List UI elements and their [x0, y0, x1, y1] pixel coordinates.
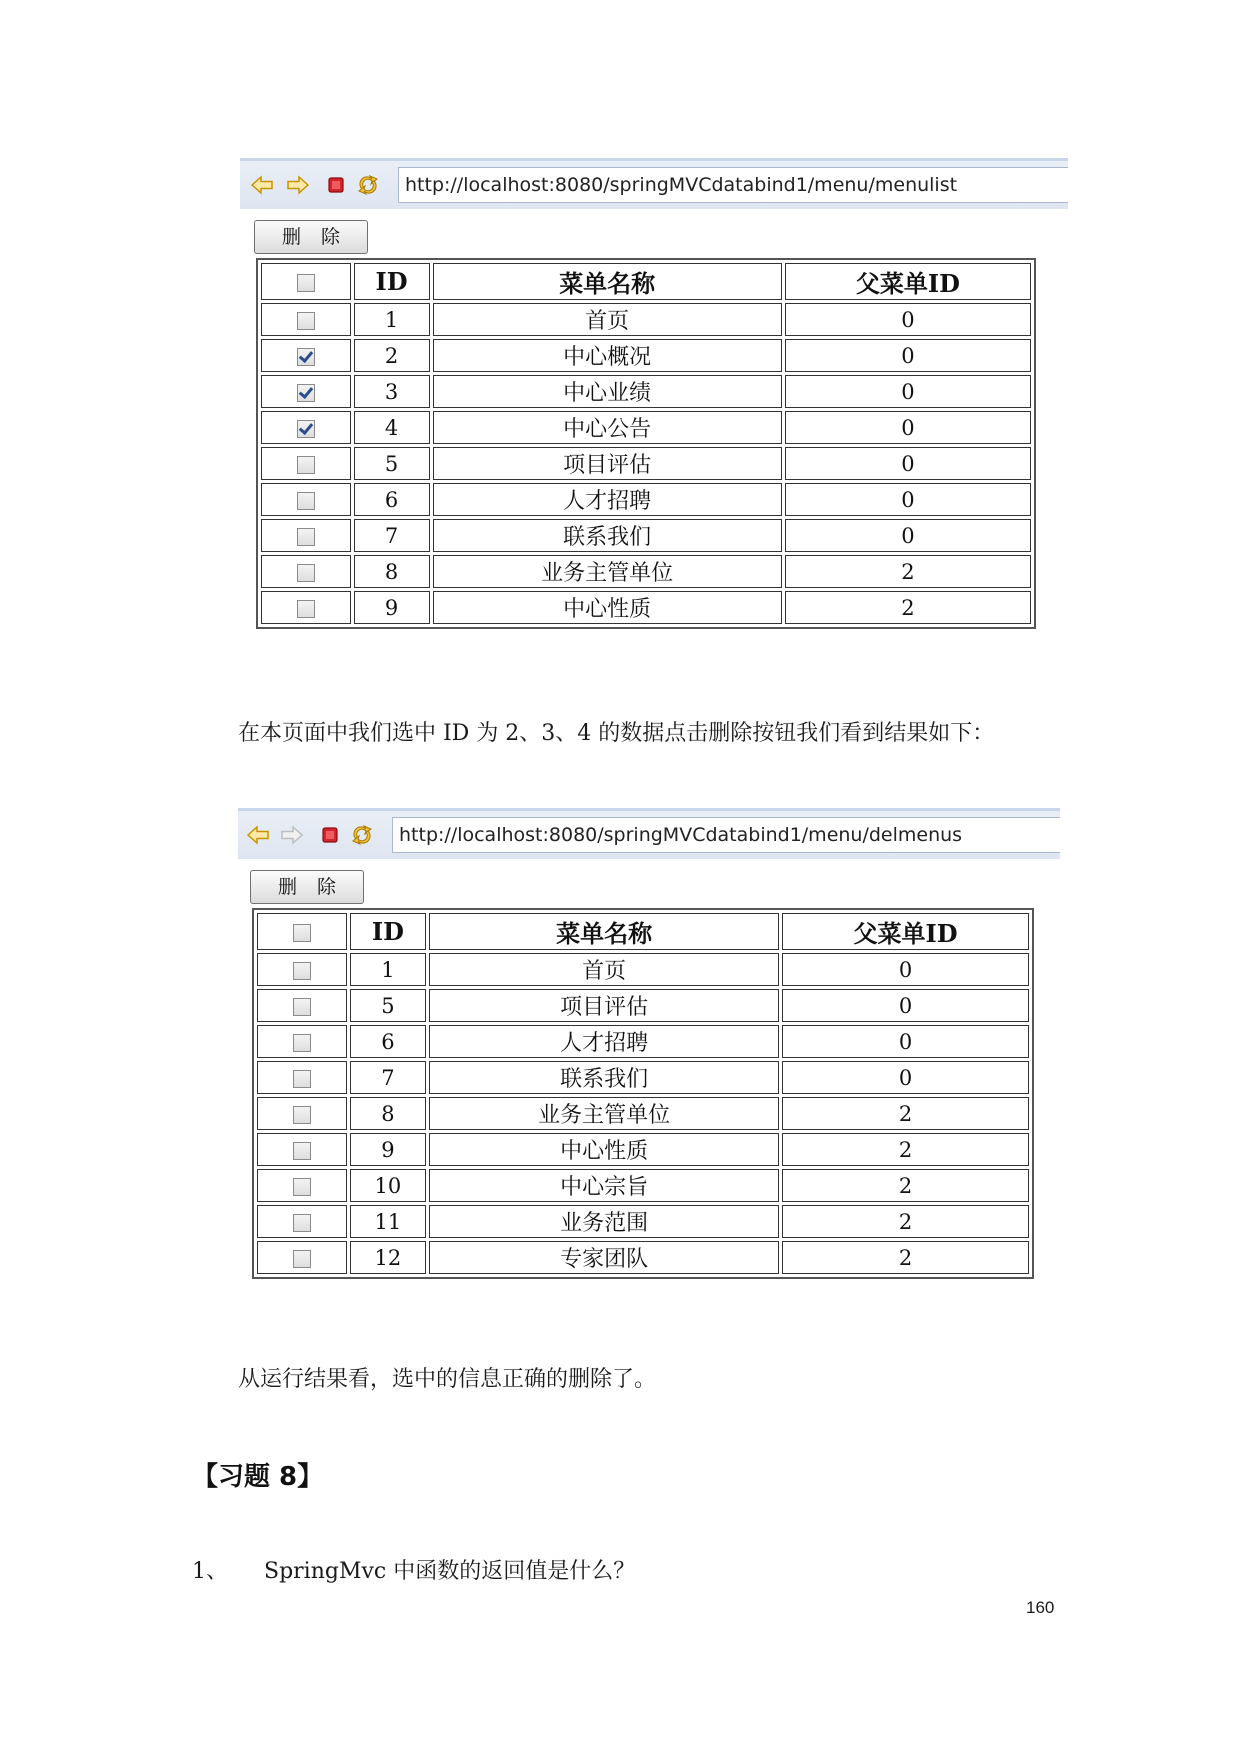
cell-id: 10	[350, 1169, 426, 1202]
table-row	[261, 303, 1031, 336]
browser-toolbar	[240, 158, 1068, 209]
select-all-cell	[257, 913, 347, 950]
cell-id: 11	[350, 1205, 426, 1238]
row-checkbox[interactable]	[293, 1250, 311, 1268]
row-select-cell	[257, 1133, 347, 1166]
cell-parent-id: 0	[785, 375, 1031, 408]
table-row	[261, 483, 1031, 516]
cell-id: 7	[350, 1061, 426, 1094]
screenshot-delmenus	[238, 808, 1060, 1303]
stop-icon[interactable]	[318, 825, 342, 845]
row-checkbox[interactable]	[293, 1214, 311, 1232]
row-select-cell	[261, 555, 351, 588]
row-select-cell	[257, 1097, 347, 1130]
cell-parent-id: 0	[785, 339, 1031, 372]
cell-menu-name: 首页	[433, 303, 782, 336]
delete-button[interactable]: 删除	[254, 220, 368, 254]
header-menu-name: 菜单名称	[429, 913, 779, 950]
menu-table	[256, 258, 1036, 629]
table-row	[257, 1097, 1029, 1130]
cell-id: 2	[354, 339, 430, 372]
row-checkbox[interactable]	[297, 528, 315, 546]
row-checkbox[interactable]	[297, 348, 315, 366]
cell-parent-id: 0	[785, 411, 1031, 444]
cell-menu-name: 中心宗旨	[429, 1169, 779, 1202]
table-row	[261, 411, 1031, 444]
select-all-checkbox[interactable]	[293, 924, 311, 942]
table-row	[257, 1025, 1029, 1058]
cell-menu-name: 项目评估	[433, 447, 782, 480]
cell-menu-name: 联系我们	[433, 519, 782, 552]
forward-arrow-icon[interactable]	[286, 175, 310, 195]
cell-parent-id: 0	[782, 1061, 1029, 1094]
cell-menu-name: 项目评估	[429, 989, 779, 1022]
table-row	[261, 555, 1031, 588]
table-row	[257, 989, 1029, 1022]
cell-parent-id: 2	[785, 591, 1031, 624]
row-checkbox[interactable]	[297, 420, 315, 438]
cell-id: 6	[350, 1025, 426, 1058]
cell-parent-id: 0	[782, 1025, 1029, 1058]
row-select-cell	[261, 483, 351, 516]
question-number: 1、	[192, 1559, 228, 1584]
table-row	[257, 953, 1029, 986]
forward-arrow-icon[interactable]	[280, 825, 304, 845]
cell-parent-id: 0	[785, 447, 1031, 480]
cell-id: 5	[354, 447, 430, 480]
row-checkbox[interactable]	[293, 962, 311, 980]
question-text: SpringMvc 中函数的返回值是什么？	[264, 1559, 636, 1584]
table-row	[261, 375, 1031, 408]
browser-toolbar	[238, 808, 1060, 859]
cell-menu-name: 首页	[429, 953, 779, 986]
row-checkbox[interactable]	[293, 1106, 311, 1124]
cell-menu-name: 人才招聘	[429, 1025, 779, 1058]
paragraph-selection-note: 在本页面中我们选中 ID 为 2、3、4 的数据点击删除按钮我们看到结果如下：	[238, 721, 995, 746]
cell-parent-id: 2	[782, 1133, 1029, 1166]
cell-parent-id: 2	[782, 1169, 1029, 1202]
table-row	[261, 519, 1031, 552]
cell-id: 5	[350, 989, 426, 1022]
table-row	[257, 1061, 1029, 1094]
row-checkbox[interactable]	[297, 492, 315, 510]
cell-id: 8	[350, 1097, 426, 1130]
cell-menu-name: 中心概况	[433, 339, 782, 372]
table-header-row	[261, 263, 1031, 300]
refresh-icon[interactable]	[350, 825, 374, 845]
row-select-cell	[257, 1169, 347, 1202]
cell-parent-id: 0	[782, 953, 1029, 986]
row-select-cell	[261, 519, 351, 552]
delete-button[interactable]: 删除	[250, 870, 364, 904]
header-parent-id: 父菜单ID	[782, 913, 1029, 950]
cell-id: 9	[354, 591, 430, 624]
cell-id: 9	[350, 1133, 426, 1166]
cell-parent-id: 0	[785, 483, 1031, 516]
row-checkbox[interactable]	[293, 1142, 311, 1160]
table-row	[257, 1133, 1029, 1166]
header-id: ID	[350, 913, 426, 950]
row-select-cell	[257, 1061, 347, 1094]
cell-menu-name: 中心公告	[433, 411, 782, 444]
row-checkbox[interactable]	[293, 1178, 311, 1196]
select-all-checkbox[interactable]	[297, 274, 315, 292]
row-checkbox[interactable]	[293, 998, 311, 1016]
row-checkbox[interactable]	[293, 1034, 311, 1052]
paragraph-result-note: 从运行结果看，选中的信息正确的删除了。	[238, 1367, 657, 1392]
row-select-cell	[261, 303, 351, 336]
cell-parent-id: 2	[785, 555, 1031, 588]
row-select-cell	[257, 1025, 347, 1058]
cell-parent-id: 0	[782, 989, 1029, 1022]
cell-id: 1	[354, 303, 430, 336]
table-header-row	[257, 913, 1029, 950]
back-arrow-icon[interactable]	[250, 175, 274, 195]
cell-parent-id: 2	[782, 1241, 1029, 1274]
address-bar[interactable]: http://localhost:8080/springMVCdatabind1/menu/menulist	[398, 167, 1068, 203]
cell-menu-name: 中心性质	[429, 1133, 779, 1166]
cell-parent-id: 0	[785, 303, 1031, 336]
cell-menu-name: 联系我们	[429, 1061, 779, 1094]
row-select-cell	[257, 953, 347, 986]
row-select-cell	[257, 989, 347, 1022]
cell-parent-id: 0	[785, 519, 1031, 552]
row-checkbox[interactable]	[297, 312, 315, 330]
address-bar[interactable]: http://localhost:8080/springMVCdatabind1/menu/delmenus	[392, 817, 1060, 853]
cell-menu-name: 业务主管单位	[433, 555, 782, 588]
exercise-heading: 【习题 8】	[192, 1462, 324, 1492]
table-row	[257, 1169, 1029, 1202]
row-checkbox[interactable]	[297, 456, 315, 474]
cell-menu-name: 业务主管单位	[429, 1097, 779, 1130]
row-select-cell	[261, 411, 351, 444]
row-select-cell	[257, 1241, 347, 1274]
menu-table	[252, 908, 1034, 1279]
cell-id: 4	[354, 411, 430, 444]
row-checkbox[interactable]	[297, 600, 315, 618]
cell-id: 3	[354, 375, 430, 408]
stop-icon[interactable]	[324, 175, 348, 195]
row-select-cell	[261, 591, 351, 624]
cell-parent-id: 2	[782, 1205, 1029, 1238]
table-row	[261, 339, 1031, 372]
row-select-cell	[257, 1205, 347, 1238]
row-select-cell	[261, 447, 351, 480]
screenshot-menulist	[240, 158, 1068, 663]
header-id: ID	[354, 263, 430, 300]
table-row	[257, 1205, 1029, 1238]
row-select-cell	[261, 375, 351, 408]
header-parent-id: 父菜单ID	[785, 263, 1031, 300]
table-row	[261, 447, 1031, 480]
select-all-cell	[261, 263, 351, 300]
cell-id: 1	[350, 953, 426, 986]
table-row	[257, 1241, 1029, 1274]
refresh-icon[interactable]	[356, 175, 380, 195]
cell-menu-name: 业务范围	[429, 1205, 779, 1238]
cell-menu-name: 人才招聘	[433, 483, 782, 516]
row-checkbox[interactable]	[297, 384, 315, 402]
cell-menu-name: 专家团队	[429, 1241, 779, 1274]
cell-id: 7	[354, 519, 430, 552]
row-select-cell	[261, 339, 351, 372]
cell-menu-name: 中心业绩	[433, 375, 782, 408]
cell-menu-name: 中心性质	[433, 591, 782, 624]
row-checkbox[interactable]	[293, 1070, 311, 1088]
row-checkbox[interactable]	[297, 564, 315, 582]
back-arrow-icon[interactable]	[246, 825, 270, 845]
cell-parent-id: 2	[782, 1097, 1029, 1130]
page-number: 160	[1026, 1598, 1055, 1617]
table-row	[261, 591, 1031, 624]
cell-id: 8	[354, 555, 430, 588]
header-menu-name: 菜单名称	[433, 263, 782, 300]
cell-id: 6	[354, 483, 430, 516]
cell-id: 12	[350, 1241, 426, 1274]
